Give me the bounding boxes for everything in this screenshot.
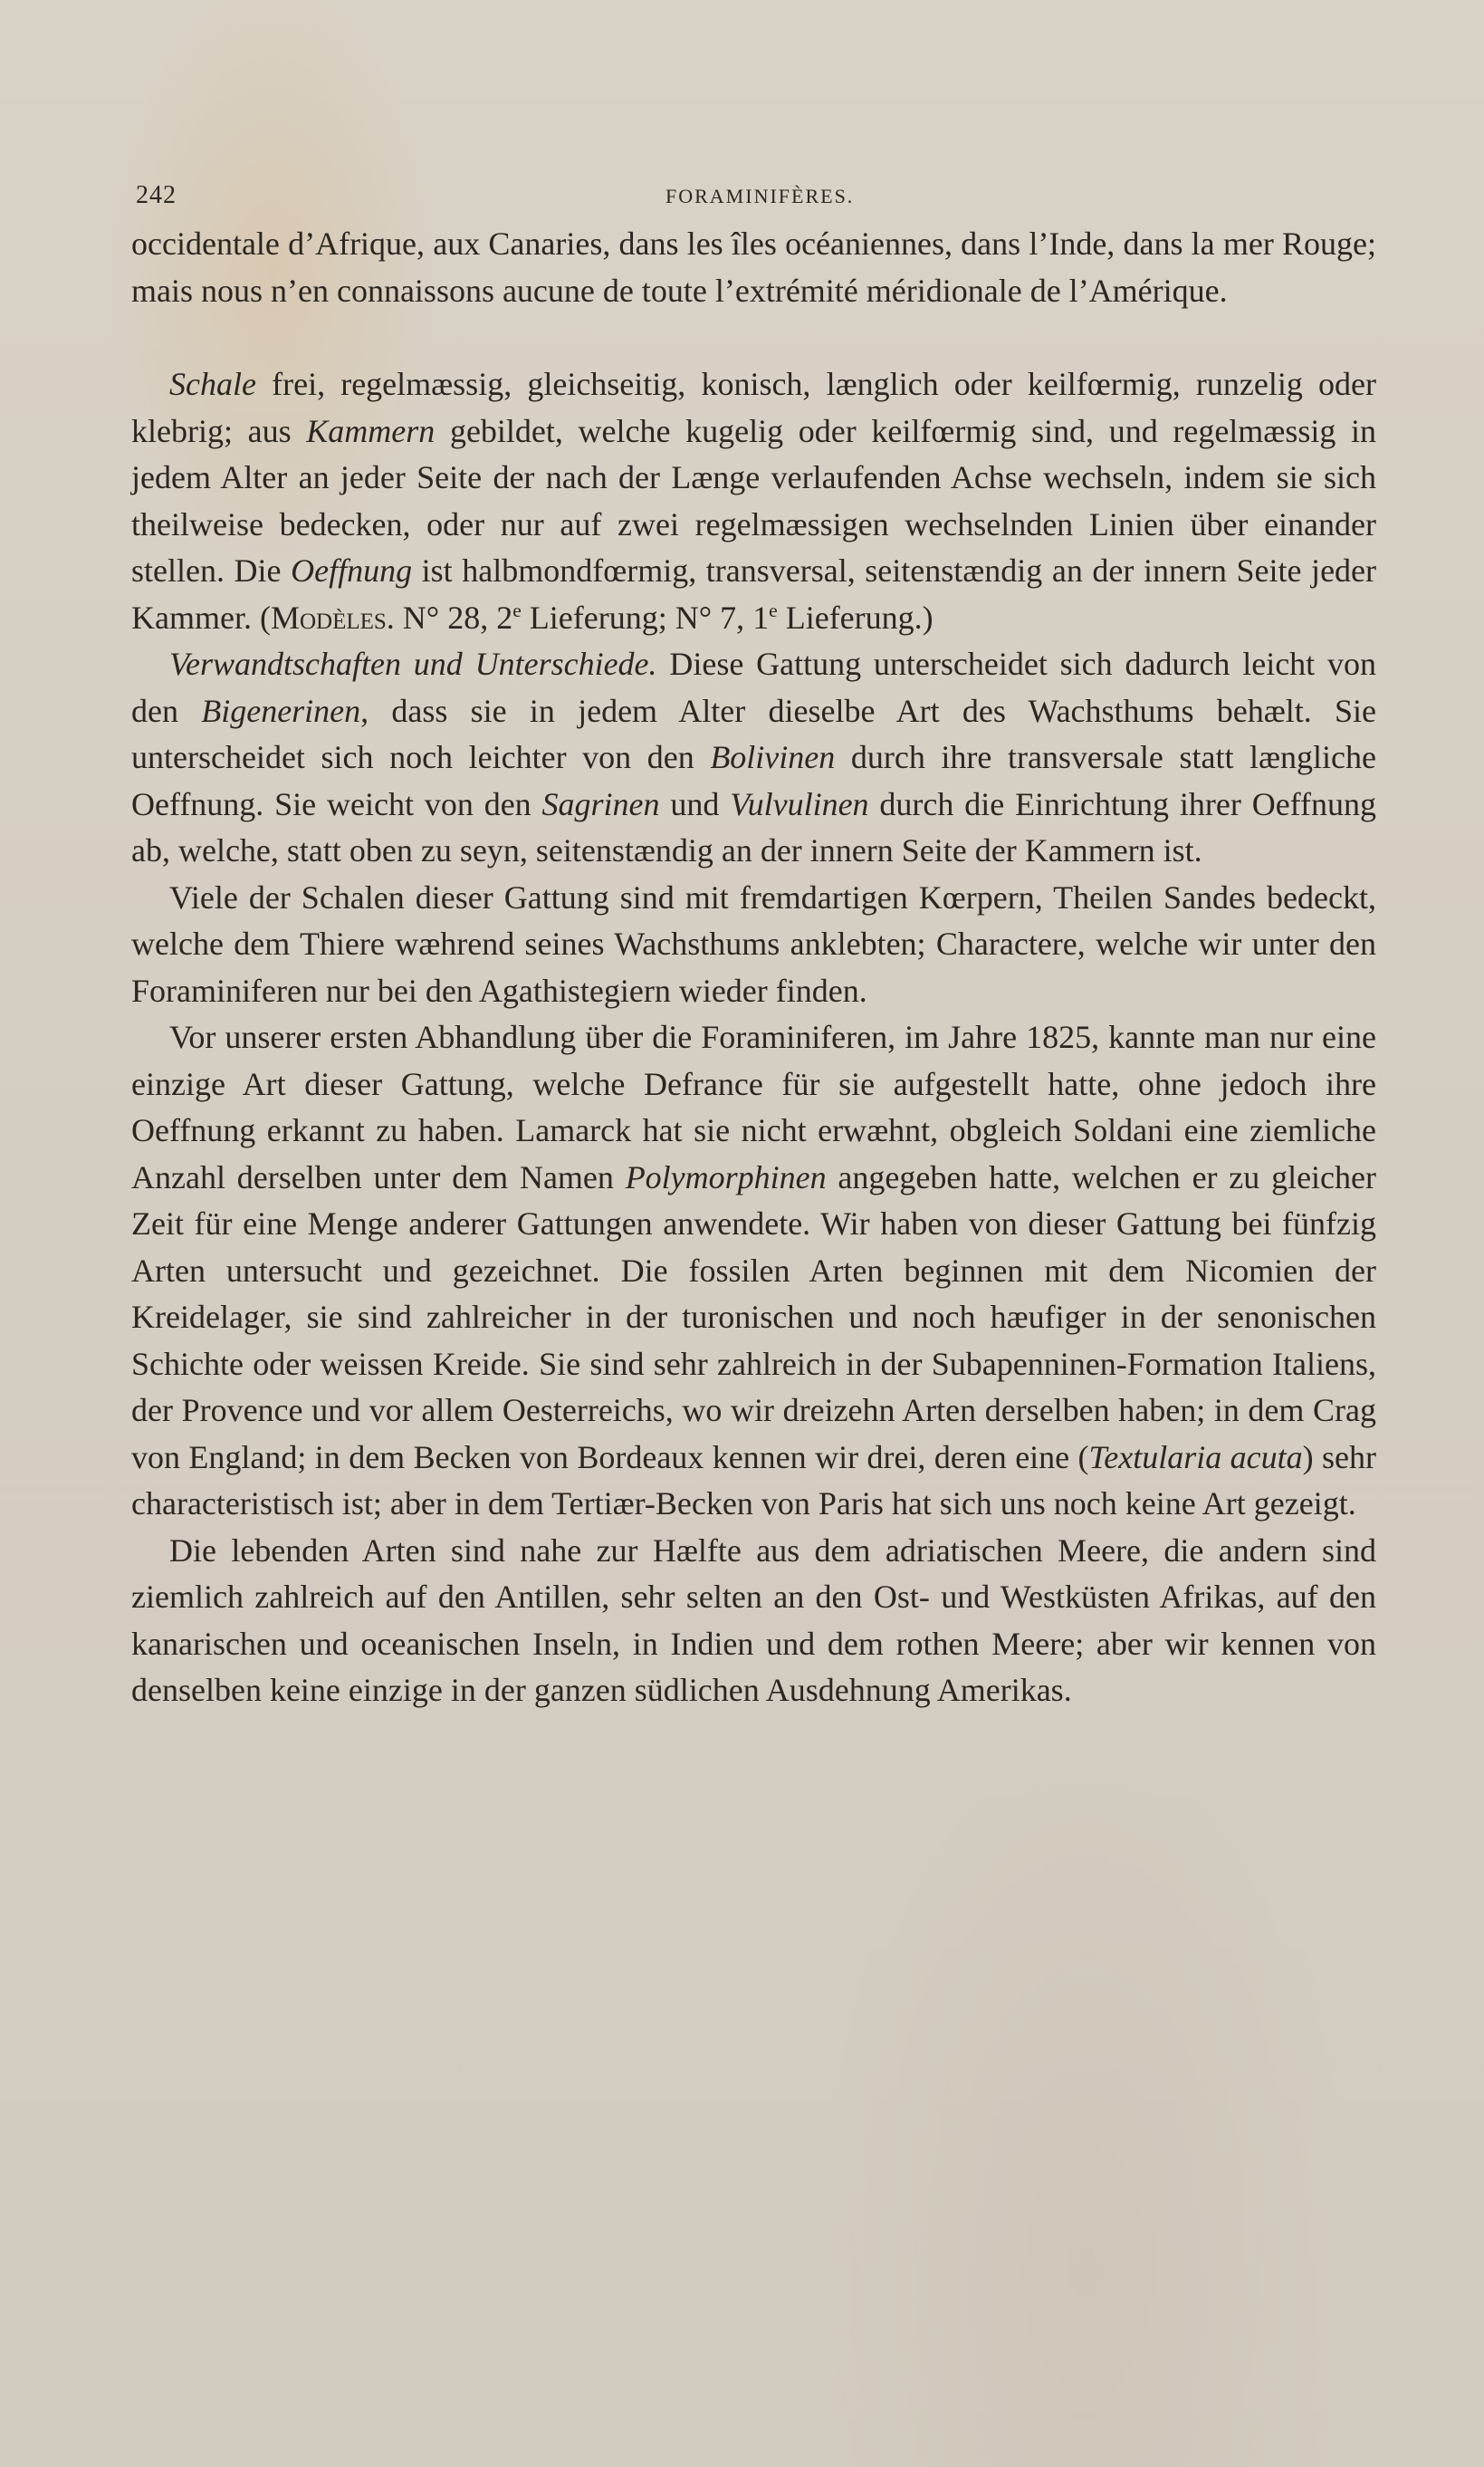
body-text bbox=[131, 221, 1376, 1714]
heading-verwandtschaften: Verwandtschaften und Unterschiede. bbox=[169, 646, 657, 682]
paragraph-shells: Viele der Schalen dieser Gattung sind mit fremdartigen Kœrpern, Theilen Sandes bedeckt, welche dem Thiere wæhrend seines Wachsthums anklebten; Charactere, welche wir unter den Foraminiferen nur bei den Agathistegiern wieder finden. bbox=[131, 878, 1376, 1009]
paragraph-history: Vor unserer ersten Abhandlung über die Foraminiferen, im Jahre 1825, kannte man nur eine einzige Art dieser Gattung, welche Defrance für sie aufgestellt hatte, ohne jedoch ihre Oeffnung erkannt zu haben. Lamarck hat sie nicht erwæhnt, obgleich Soldani eine ziemliche Anzahl derselben unter dem Namen Polymorphinen angegeben hatte, welchen er zu gleicher Zeit für eine Menge anderer Gattungen anwendete. Wir haben von dieser Gattung bei fünfzig Arten untersucht und gezeichnet. Die fossilen Arten beginnen mit dem Nicomien der Kreidelager, sie sind zahlreicher in der turonischen und noch hæufiger in der senonischen Schichte oder weissen Kreide. Sie sind sehr zahlreich in der Subapenninen-Formation Italiens, der Provence und vor allem Oesterreichs, wo wir dreizehn Arten derselben haben; in dem Crag von England; in dem Becken von Bordeaux kennen wir drei, deren eine (Textularia acuta) sehr characteristisch ist; aber in dem Tertiær-Becken von Paris hat sich uns noch keine Art gezeigt. bbox=[131, 1019, 1376, 1521]
paragraph-gap bbox=[131, 314, 1376, 361]
term-oeffnung: Oeffnung bbox=[291, 552, 413, 589]
section-title: FORAMINIFÈRES. bbox=[665, 185, 855, 207]
paragraph-living-species: Die lebenden Arten sind nahe zur Hælfte aus dem adriatischen Meere, die andern sind ziemlich zahlreich auf den Antillen, sehr selten an den Ost- und Westküsten Afrikas, auf den kanarischen und oceanischen Inseln, in Indien und dem rothen Meere; aber wir kennen von denselben keine einzige in der ganzen südlichen Ausdehnung Amerikas. bbox=[131, 1531, 1376, 1708]
term-textularia-acuta: Textularia acuta bbox=[1088, 1438, 1303, 1475]
paragraph-continuation: occidentale d’Afrique, aux Canaries, dans les îles océaniennes, dans l’Inde, dans la mer Rouge; mais nous n’en connaissons aucune de toute l’extrémité méridionale de l’Amérique. bbox=[131, 226, 1376, 309]
term-kammern: Kammern bbox=[306, 412, 436, 449]
term-modeles: Modèles bbox=[270, 599, 387, 636]
term-vulvulinen: Vulvulinen bbox=[730, 785, 869, 822]
running-head bbox=[136, 181, 1376, 208]
term-bigenerinen: Bigenerinen bbox=[201, 692, 361, 729]
term-sagrinen: Sagrinen bbox=[541, 785, 660, 822]
term-polymorphinen: Polymorphinen bbox=[625, 1158, 827, 1195]
term-bolivinen: Bolivinen bbox=[710, 739, 836, 775]
term-schale: Schale bbox=[169, 366, 256, 402]
page-number: 242 bbox=[136, 181, 177, 209]
paragraph-affinities: Verwandtschaften und Unterschiede. Diese Gattung unterscheidet sich dadurch leicht von den Bigenerinen, dass sie in jedem Alter dieselbe Art des Wachsthums behælt. Sie unterscheidet sich noch leichter von den Bolivinen durch ihre transversale statt længliche Oeffnung. Sie weicht von den Sagrinen und Vulvulinen durch die Einrichtung ihrer Oeffnung ab, welche, statt oben zu seyn, seitenstændig an der innern Seite der Kammern ist. bbox=[131, 646, 1377, 869]
paragraph-description: Schale frei, regelmæssig, gleichseitig, konisch, længlich oder keilfœrmig, runzelig oder klebrig; aus Kammern gebildet, welche kugelig oder keilfœrmig sind, und regelmæssig in jedem Alter an jeder Seite der nach der Længe verlaufenden Achse wechseln, indem sie sich theilweise bedecken, oder nur auf zwei regelmæssigen wechselnden Linien über einander stellen. Die Oeffnung ist halbmondfœrmig, transversal, seitenstændig an der innern Seite jeder Kammer. (Modèles. N° 28, 2e Lieferung; N° 7, 1e Lieferung.) bbox=[131, 366, 1377, 636]
